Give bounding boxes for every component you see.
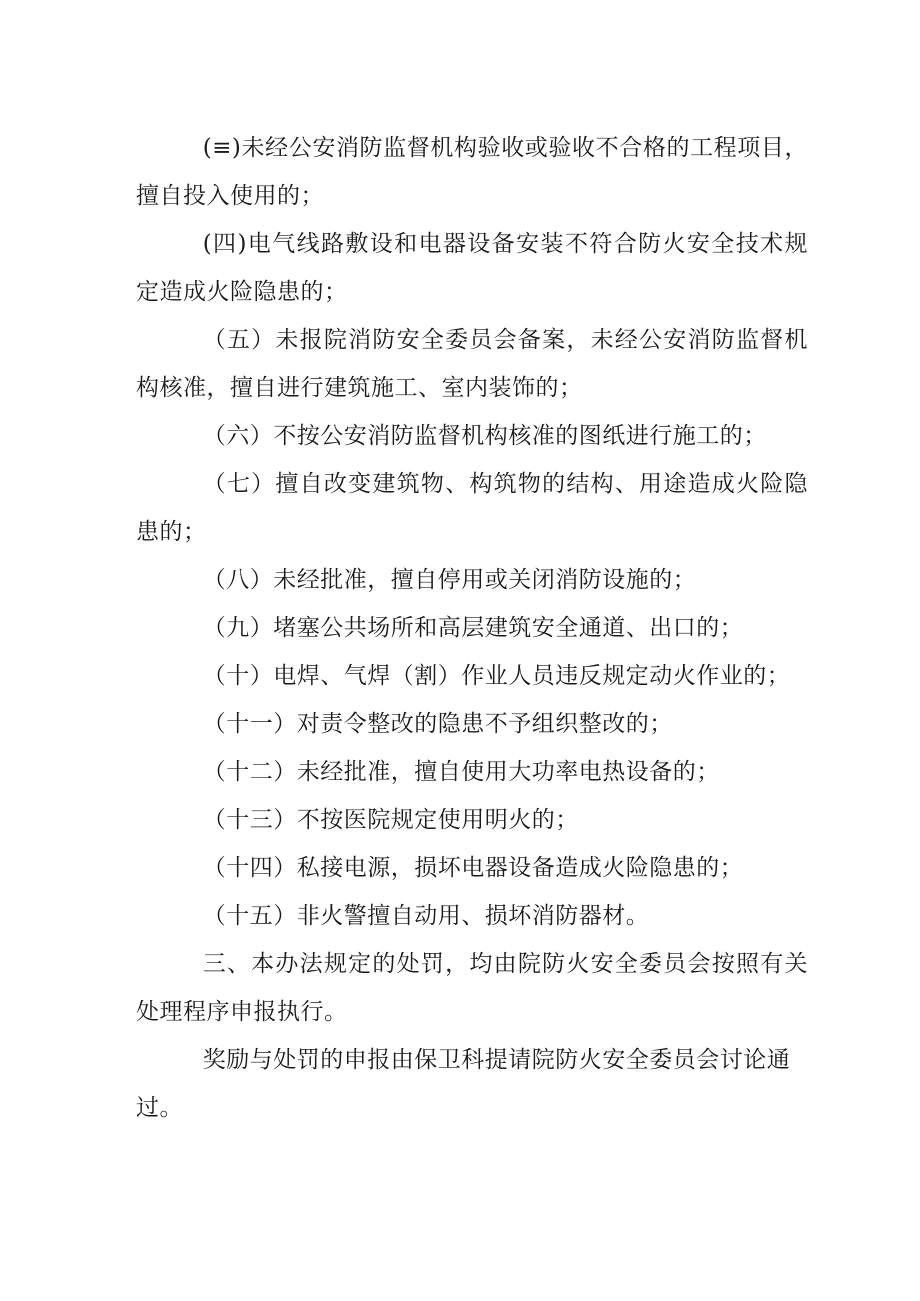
paragraph-item-8: （八）未经批准，擅自停用或关闭消防设施的；: [202, 567, 697, 593]
document-body: [136, 124, 808, 1132]
paragraph-item-12: （十二）未经批准，擅自使用大功率电热设备的；: [202, 759, 720, 785]
paragraph-item-3: (≡)未经公安消防监督机构验收或验收不合格的工程项目，擅自投入使用的；: [136, 135, 808, 209]
paragraph-item-6: （六）不按公安消防监督机构核准的图纸进行施工的；: [202, 423, 767, 449]
paragraph-item-15: （十五）非火警擅自动用、损坏消防器材。: [202, 903, 650, 929]
paragraph-item-4: (四)电气线路敷设和电器设备安装不符合防火安全技术规定造成火险隐患的；: [136, 231, 808, 305]
paragraph-item-11: （十一）对责令整改的隐患不予组织整改的；: [202, 711, 673, 737]
paragraph-item-5: （五）未报院消防安全委员会备案，未经公安消防监督机构核准，擅自进行建筑施工、室内装饰的；: [136, 327, 808, 401]
paragraph-item-9: （九）堵塞公共场所和高层建筑安全通道、出口的；: [202, 615, 744, 641]
paragraph-item-14: （十四）私接电源，损坏电器设备造成火险隐患的；: [202, 855, 744, 881]
paragraph-item-7: （七）擅自改变建筑物、构筑物的结构、用途造成火险隐患的；: [136, 471, 808, 545]
section-three-paragraph: 三、本办法规定的处罚，均由院防火安全委员会按照有关处理程序申报执行。: [136, 951, 808, 1025]
paragraph-item-13: （十三）不按医院规定使用明火的；: [202, 807, 579, 833]
paragraph-item-10: （十）电焊、气焊（割）作业人员违反规定动火作业的；: [202, 663, 791, 689]
closing-paragraph: 奖励与处罚的申报由保卫科提请院防火安全委员会讨论通过。: [136, 1047, 791, 1121]
